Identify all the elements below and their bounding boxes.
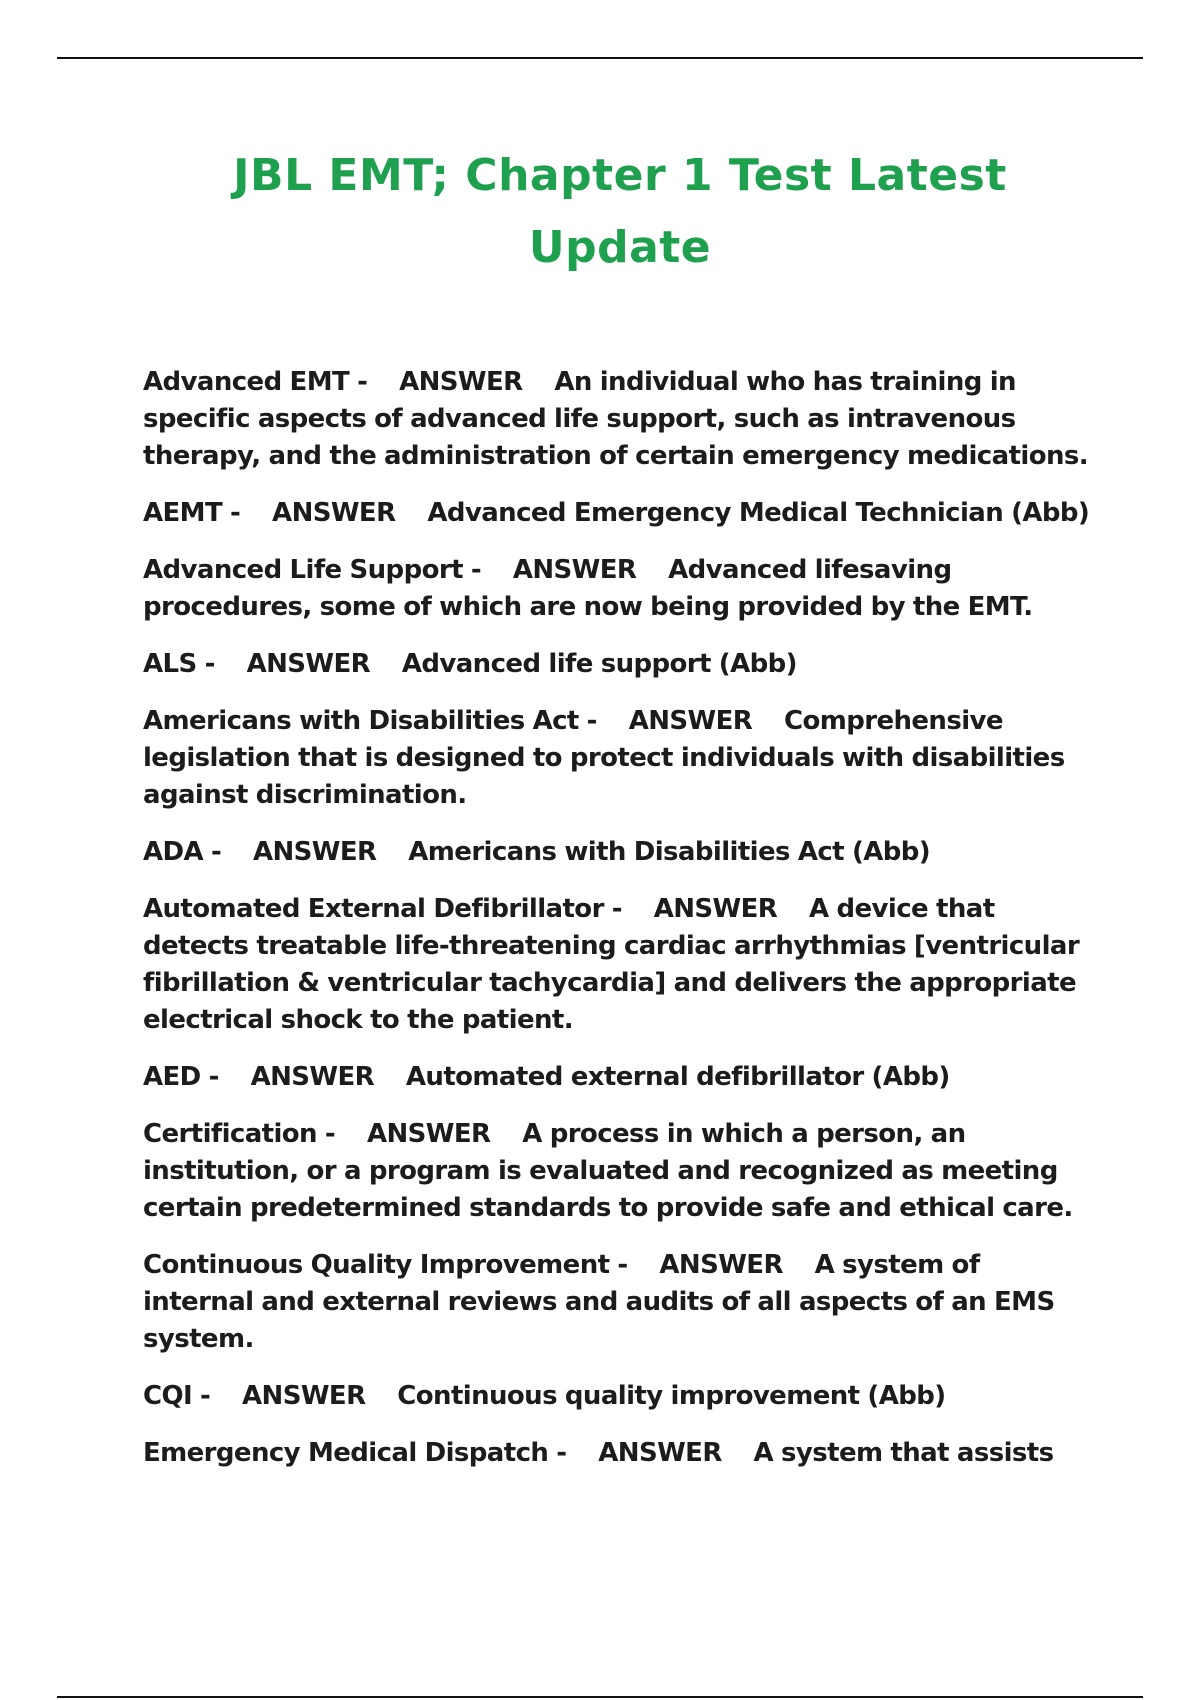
entry-definition: An individual who has training in specific aspects of advanced life support, such as intravenous therapy, and the administration of certain emergency medications. — [143, 367, 1089, 471]
entry — [143, 364, 1093, 475]
answer-label: ANSWER — [399, 367, 523, 397]
answer-label: ANSWER — [512, 555, 637, 585]
entry-definition: Americans with Disabilities Act (Abb) — [408, 837, 931, 867]
entry — [143, 834, 1093, 871]
entry-definition: A system that assists — [753, 1438, 1054, 1468]
entry-term: AED - — [143, 1062, 219, 1092]
answer-label: ANSWER — [366, 1119, 491, 1149]
entry-term: Americans with Disabilities Act - — [143, 706, 597, 736]
entry-definition: Advanced life support (Abb) — [401, 649, 797, 679]
answer-label: ANSWER — [598, 1438, 722, 1468]
top-rule — [57, 57, 1143, 59]
answer-label: ANSWER — [272, 498, 396, 528]
entry-term: AEMT - — [143, 498, 241, 528]
page-title: JBL EMT; Chapter 1 Test Latest Update — [233, 150, 1007, 273]
entry — [143, 1247, 1093, 1358]
answer-label: ANSWER — [242, 1381, 366, 1411]
answer-label: ANSWER — [246, 649, 371, 679]
entry-term: Certification - — [143, 1119, 336, 1149]
entry-term: CQI - — [143, 1381, 211, 1411]
entry — [143, 1435, 1093, 1472]
entry-term: Advanced Life Support - — [143, 555, 482, 585]
bottom-rule — [57, 1696, 1143, 1698]
entry-definition: Automated external defibrillator (Abb) — [405, 1062, 950, 1092]
answer-label: ANSWER — [628, 706, 753, 736]
entry-definition: A process in which a person, an institution, or a program is evaluated and recognized as meeting certain predetermined standards to provide safe and ethical care. — [143, 1119, 1073, 1223]
entry — [143, 1378, 1093, 1415]
answer-label: ANSWER — [252, 837, 377, 867]
entry-definition: Advanced Emergency Medical Technician (Abb) — [427, 498, 1090, 528]
entry-term: Continuous Quality Improvement - — [143, 1250, 628, 1280]
entry-definition: A device that detects treatable life-threatening cardiac arrhythmias [ventricular fibrillation & ventricular tachycardia] and delivers the appropriate electrical shock to the patient. — [143, 894, 1080, 1035]
entry-definition: Advanced lifesaving procedures, some of which are now being provided by the EMT. — [143, 555, 1033, 622]
entry-term: Automated External Defibrillator - — [143, 894, 622, 924]
entry-definition: A system of internal and external reviews and audits of all aspects of an EMS system. — [143, 1250, 1055, 1354]
entry — [143, 552, 1093, 626]
entry-term: ADA - — [143, 837, 222, 867]
answer-label: ANSWER — [250, 1062, 375, 1092]
entry — [143, 703, 1093, 814]
entry — [143, 646, 1093, 683]
entry-definition: Continuous quality improvement (Abb) — [397, 1381, 946, 1411]
entry — [143, 1059, 1093, 1096]
entry-term: Advanced EMT - — [143, 367, 368, 397]
entry — [143, 1116, 1093, 1227]
entry — [143, 891, 1093, 1039]
entry — [143, 495, 1093, 532]
entry-term: ALS - — [143, 649, 215, 679]
entry-term: Emergency Medical Dispatch - — [143, 1438, 567, 1468]
entry-list — [143, 364, 1093, 1492]
answer-label: ANSWER — [653, 894, 778, 924]
entry-definition: Comprehensive legislation that is designed to protect individuals with disabilities against discrimination. — [143, 706, 1065, 810]
answer-label: ANSWER — [659, 1250, 783, 1280]
